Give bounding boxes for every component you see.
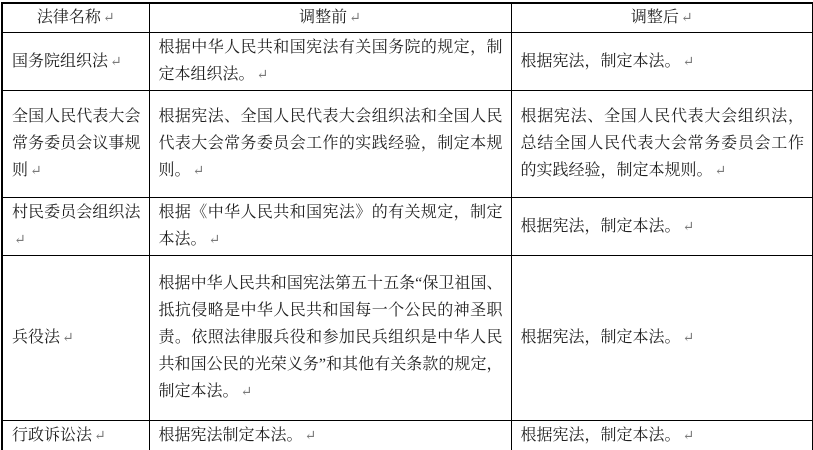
- paragraph-mark: ↵: [680, 11, 693, 26]
- cell-text: 根据宪法，制定本法。: [520, 329, 681, 346]
- cell-before: [149, 91, 511, 198]
- header-label: 调整后: [630, 9, 679, 26]
- cell-before: [149, 256, 511, 421]
- cell-after: [511, 91, 813, 198]
- cell-law-name: [2, 91, 149, 198]
- paragraph-mark: ↵: [256, 68, 269, 83]
- cell-before: [149, 198, 511, 256]
- paragraph-mark: ↵: [240, 385, 253, 400]
- cell-text: 根据中华人民共和国宪法第五十五条“保卫祖国、抵抗侵略是中华人民共和国每一个公民的神圣职责。依照法律服兵役和参加民兵组织是中华人民共和国公民的光荣义务”和其他有关条款的规定，制定本法。: [158, 275, 503, 400]
- paragraph-mark: ↵: [62, 331, 74, 346]
- paragraph-mark: ↵: [682, 219, 695, 235]
- cell-law-name: [2, 33, 149, 91]
- paragraph-mark: ↵: [192, 164, 205, 179]
- table-row: [2, 421, 813, 450]
- cell-text: 根据宪法、全国人民代表大会组织法和全国人民代表大会常务委员会工作的实践经验，制定本规则。: [158, 108, 503, 179]
- cell-text: 根据《中华人民共和国宪法》的有关规定，制定本法。: [158, 204, 503, 248]
- table-row: [2, 91, 813, 198]
- paragraph-mark: ↵: [208, 233, 221, 248]
- header-label: 调整前: [299, 9, 348, 26]
- law-adjustment-table: [1, 2, 813, 450]
- cell-text: 根据宪法，制定本法。: [520, 217, 681, 235]
- paragraph-mark: ↵: [30, 164, 42, 179]
- cell-text: 兵役法: [12, 329, 61, 346]
- cell-after: [511, 198, 813, 256]
- paragraph-mark: ↵: [682, 331, 695, 346]
- header-label: 法律名称: [36, 9, 101, 26]
- cell-law-name: [2, 421, 149, 450]
- cell-text: 根据宪法制定本法。: [158, 427, 303, 444]
- paragraph-mark: ↵: [14, 233, 26, 248]
- cell-text: 根据宪法，制定本法。: [520, 427, 681, 444]
- paragraph-mark: ↵: [714, 164, 727, 179]
- header-law-name: [2, 3, 149, 33]
- cell-text: 全国人民代表大会常务委员会议事规则: [12, 108, 141, 179]
- table-header-row: [2, 3, 813, 33]
- cell-law-name: [2, 198, 149, 256]
- cell-text: 村民委员会组织法: [12, 204, 141, 221]
- cell-after: [511, 256, 813, 421]
- header-before: [149, 3, 511, 33]
- paragraph-mark: ↵: [94, 429, 106, 444]
- cell-text: 行政诉讼法: [12, 427, 93, 444]
- table-row: [2, 33, 813, 91]
- cell-after: [511, 33, 813, 91]
- paragraph-mark: ↵: [349, 11, 361, 26]
- paragraph-mark: ↵: [110, 54, 122, 70]
- paragraph-mark: ↵: [102, 11, 115, 26]
- cell-text: 根据宪法、全国人民代表大会组织法，总结全国人民代表大会常务委员会工作的实践经验，制定本规则。: [520, 108, 804, 179]
- paragraph-mark: ↵: [304, 429, 317, 444]
- cell-before: [149, 421, 511, 450]
- table-row: [2, 198, 813, 256]
- paragraph-mark: ↵: [682, 429, 695, 444]
- cell-text: 国务院组织法: [12, 52, 109, 70]
- cell-text: 根据中华人民共和国宪法有关国务院的规定，制定本组织法。: [158, 39, 503, 83]
- paragraph-mark: ↵: [682, 54, 695, 70]
- cell-law-name: [2, 256, 149, 421]
- cell-before: [149, 33, 511, 91]
- cell-text: 根据宪法，制定本法。: [520, 52, 681, 70]
- header-after: [511, 3, 813, 33]
- table-row: [2, 256, 813, 421]
- cell-after: [511, 421, 813, 450]
